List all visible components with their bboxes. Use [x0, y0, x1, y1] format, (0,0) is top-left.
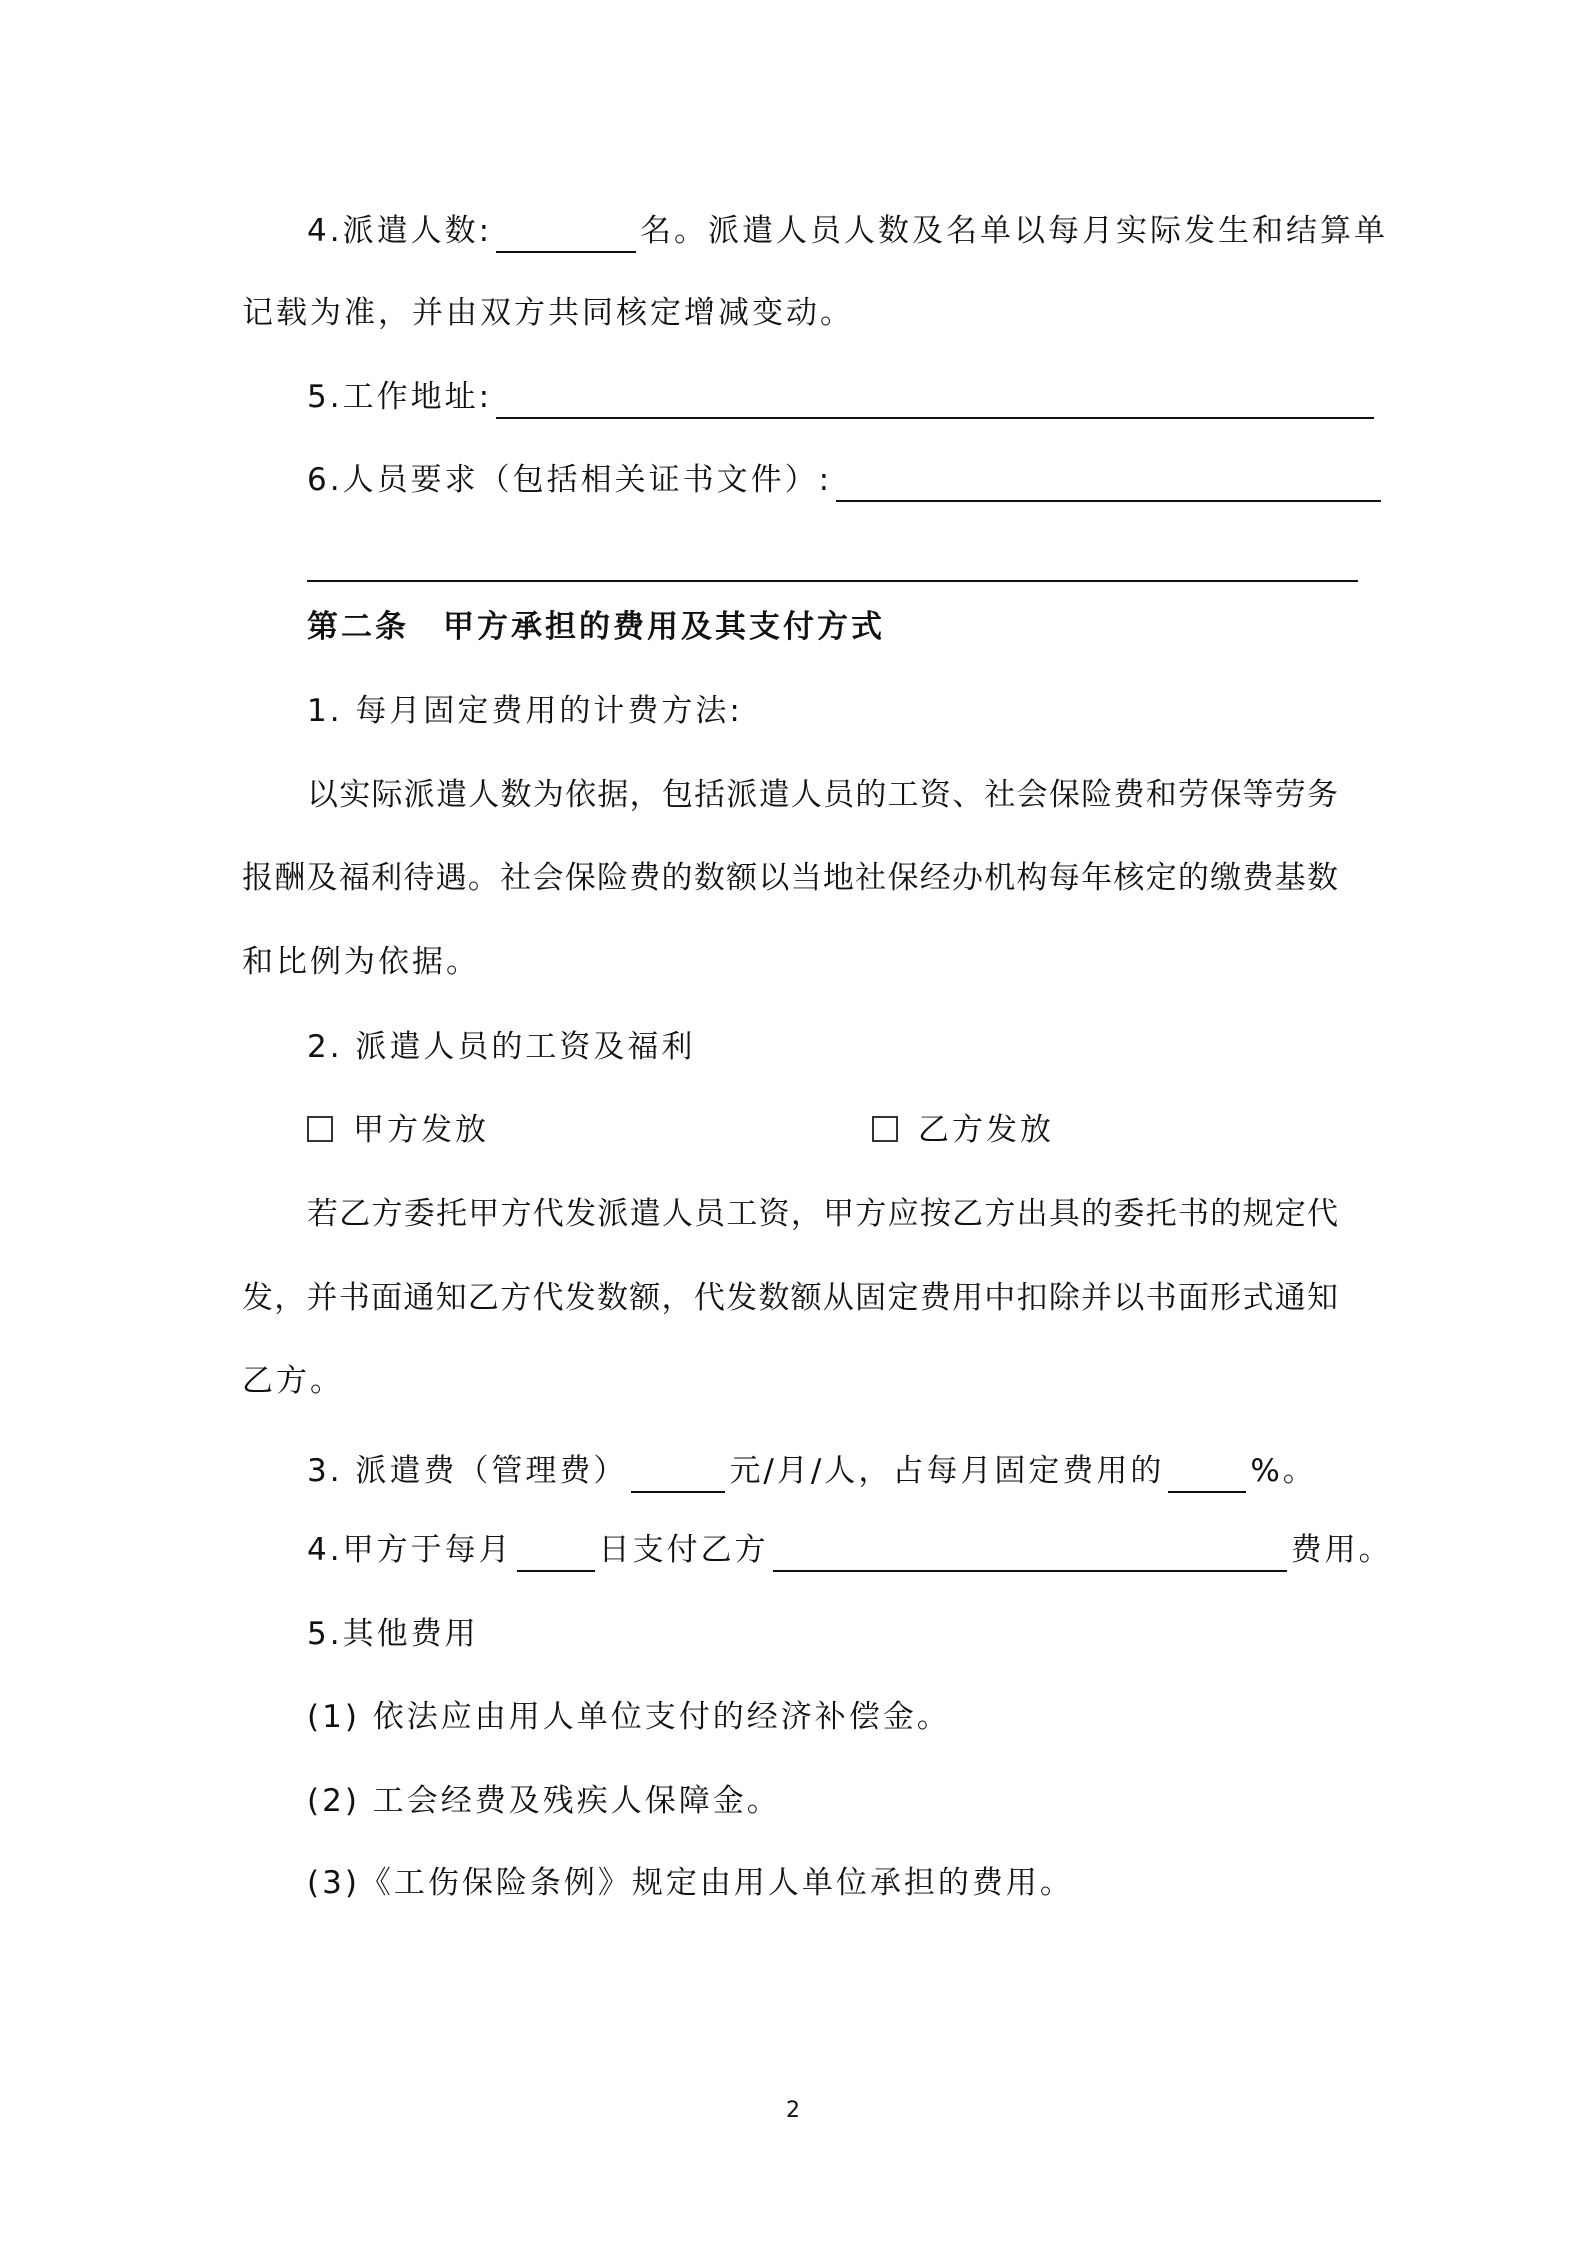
paragraph-line: 乙方。	[242, 1363, 344, 1399]
item-3-fee: 3. 派遣费（管理费） 元/月/人，占每月固定费用的 %。	[307, 1449, 1317, 1493]
paragraph-line: 发，并书面通知乙方代发数额，代发数额从固定费用中扣除并以书面形式通知	[242, 1280, 1338, 1316]
option-party-a[interactable]: 甲方发放	[307, 1108, 489, 1152]
checkbox-icon[interactable]	[307, 1116, 333, 1142]
paragraph-line: 报酬及福利待遇。社会保险费的数额以当地社保经办机构每年核定的缴费基数	[242, 860, 1338, 896]
checkbox-icon[interactable]	[872, 1116, 898, 1142]
item-2-title: 2. 派遣人员的工资及福利	[307, 1029, 696, 1065]
payment-day-blank[interactable]	[517, 1530, 595, 1572]
item-4-payment: 4.甲方于每月 日支付乙方 费用。	[307, 1528, 1393, 1572]
item-1-title: 1. 每月固定费用的计费方法:	[307, 693, 743, 729]
fee-percent-blank[interactable]	[1168, 1451, 1246, 1493]
requirements-blank[interactable]	[836, 460, 1381, 502]
list-item: (3)《工伤保险条例》规定由用人单位承担的费用。	[307, 1865, 1074, 1901]
paragraph-line: 若乙方委托甲方代发派遣人员工资，甲方应按乙方出具的委托书的规定代	[307, 1196, 1338, 1232]
section-heading: 第二条 甲方承担的费用及其支付方式	[307, 609, 885, 645]
work-address-blank[interactable]	[496, 377, 1374, 419]
item-6-requirements: 6.人员要求（包括相关证书文件）:	[307, 458, 1385, 502]
item-5-other-fees: 5.其他费用	[307, 1616, 479, 1652]
item-4-dispatch-count: 4.派遣人数: 名。派遣人员人数及名单以每月实际发生和结算单	[307, 209, 1388, 253]
list-item: (2) 工会经费及残疾人保障金。	[307, 1783, 781, 1819]
payment-amount-blank[interactable]	[773, 1530, 1287, 1572]
option-party-b[interactable]: 乙方发放	[872, 1108, 1054, 1152]
requirements-blank-line-2[interactable]	[307, 580, 1358, 582]
paragraph-line: 以实际派遣人数为依据，包括派遣人员的工资、社会保险费和劳保等劳务	[307, 777, 1338, 813]
dispatch-count-blank[interactable]	[496, 211, 636, 253]
fee-amount-blank[interactable]	[631, 1451, 725, 1493]
item-5-work-address: 5.工作地址:	[307, 375, 1378, 419]
list-item: (1) 依法应由用人单位支付的经济补偿金。	[307, 1699, 951, 1735]
page-number: 2	[786, 2098, 800, 2123]
item-4-continuation: 记载为准，并由双方共同核定增减变动。	[242, 295, 854, 331]
paragraph-line: 和比例为依据。	[242, 944, 480, 980]
